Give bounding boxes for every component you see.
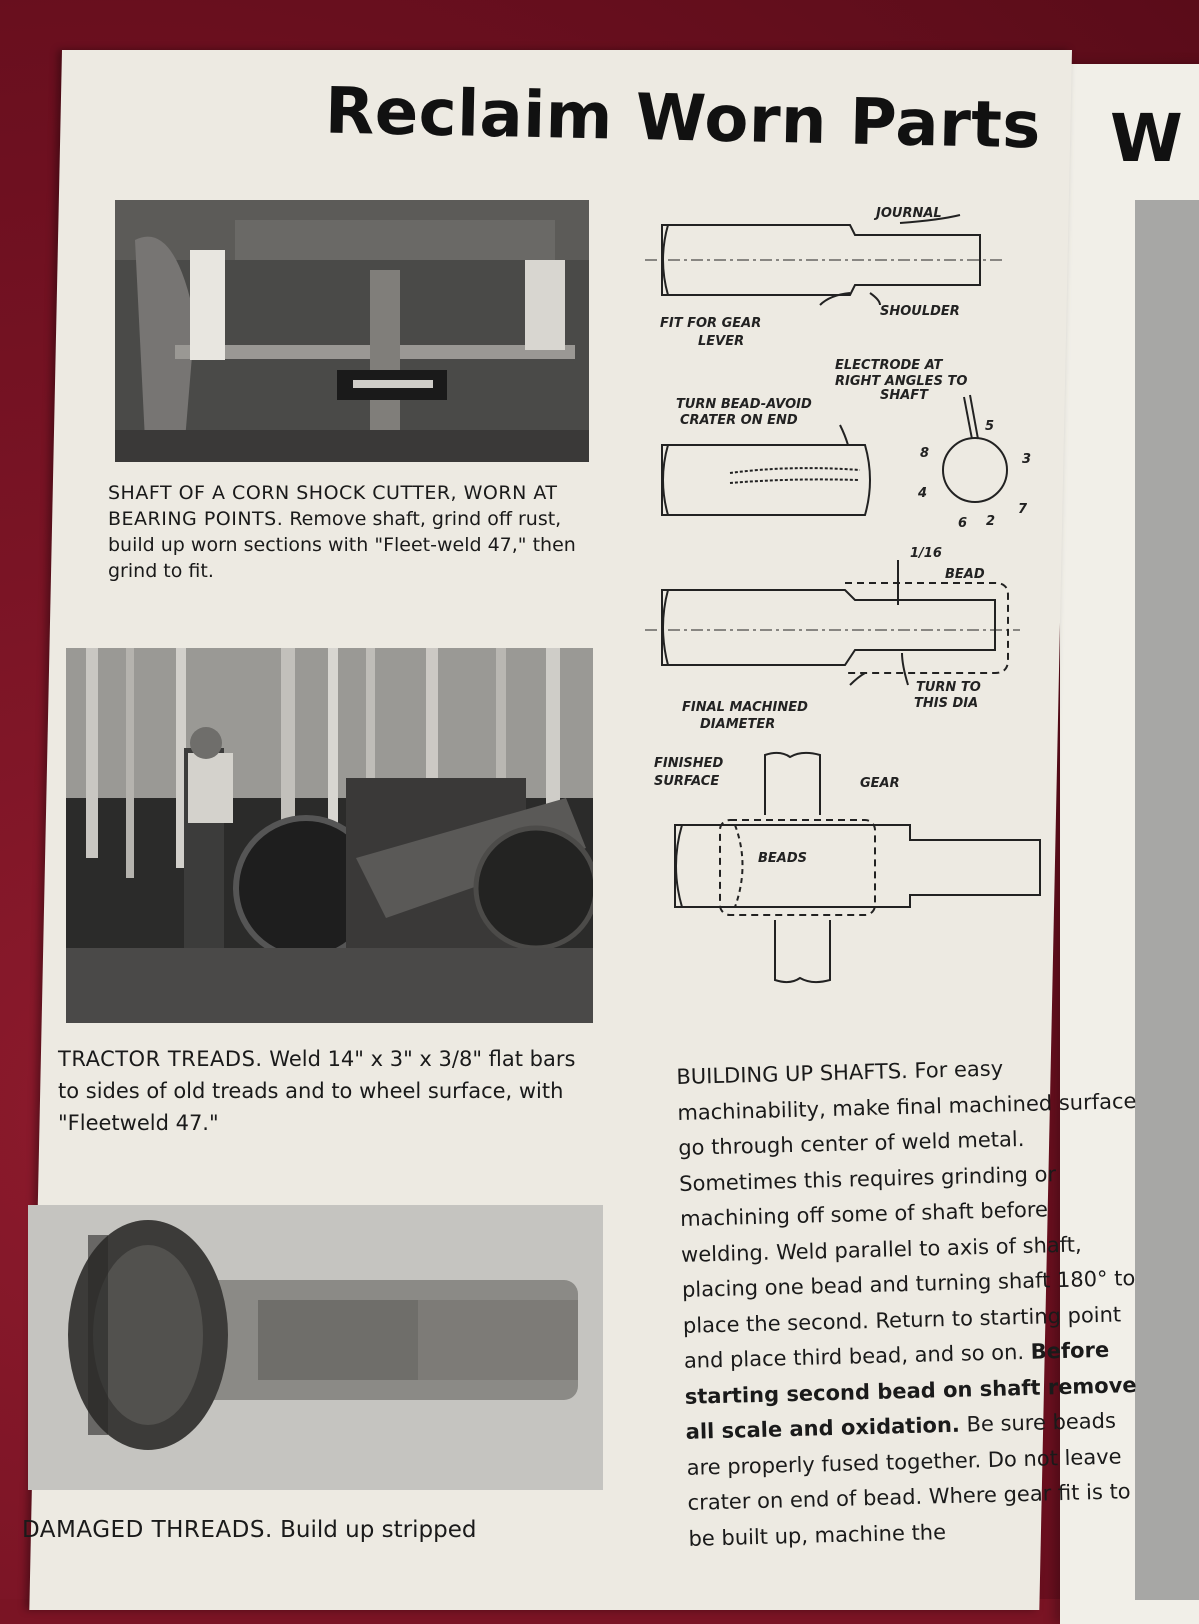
threads-caption <box>22 1517 612 1543</box>
threads-photo <box>28 1205 603 1490</box>
tractor-caption-text: Weld 14" x 3" x 3/8" flat bars to sides of old treads and to wheel surface, with "Fleetweld 47." <box>58 1047 576 1135</box>
gear-lower <box>775 920 830 982</box>
label-final-2: DIAMETER <box>700 717 776 732</box>
tractor-caption <box>58 1043 593 1139</box>
label-n4: 4 <box>918 486 928 501</box>
label-gear: GEAR <box>860 776 900 791</box>
gear-upper <box>765 753 820 815</box>
body-text <box>676 1048 1149 1557</box>
label-turn-bead-2: CRATER ON END <box>680 413 798 428</box>
body-text-2: Be sure beads are properly fused together. Do not leave crater on end of bead. Where gear fit is to be built up, machine the <box>686 1408 1131 1551</box>
tractor-photo <box>66 648 593 1023</box>
label-beads: BEADS <box>758 851 808 866</box>
shaft-photo <box>115 200 589 462</box>
label-n7: 7 <box>1018 502 1028 517</box>
label-turn-to-1: TURN TO <box>916 680 981 695</box>
shaft-caption-heading: SHAFT OF A CORN SHOCK CUTTER, WORN AT BEARING POINTS. <box>108 482 558 530</box>
next-page-title: W <box>1110 100 1183 177</box>
shaft-diagram <box>640 195 1060 1015</box>
tractor-caption-heading: TRACTOR TREADS. <box>58 1047 263 1071</box>
label-turn-to-2: THIS DIA <box>914 696 979 711</box>
label-bead: BEAD <box>945 567 985 582</box>
label-n6: 6 <box>958 516 968 531</box>
label-electrode-2: RIGHT ANGLES TO <box>835 374 968 389</box>
shaft-caption <box>108 480 588 584</box>
label-n8: 8 <box>920 446 930 461</box>
label-journal: JOURNAL <box>876 206 942 221</box>
page-title: Reclaim Worn Parts <box>324 74 1042 164</box>
shaft-3-body <box>662 590 995 665</box>
threads-caption-heading: DAMAGED THREADS. <box>22 1517 273 1543</box>
label-lever: LEVER <box>698 334 745 349</box>
label-shoulder: SHOULDER <box>880 304 960 319</box>
label-fit-for-gear: FIT FOR GEAR <box>660 316 762 331</box>
label-electrode-3: SHAFT <box>880 388 929 403</box>
shaft-cross-section <box>943 438 1007 502</box>
label-sixteenth: 1/16 <box>910 546 942 561</box>
label-finished-1: FINISHED <box>654 756 724 771</box>
shaft-caption-text: Remove shaft, grind off rust, build up worn sections with "Fleet-weld 47," then grind to fit. <box>108 508 576 582</box>
label-turn-bead-1: TURN BEAD-AVOID <box>676 397 812 412</box>
threads-caption-text: Build up stripped <box>280 1517 477 1543</box>
label-n3: 3 <box>1022 452 1032 467</box>
body-heading: BUILDING UP SHAFTS. <box>676 1058 909 1089</box>
label-electrode-1: ELECTRODE AT <box>835 358 943 373</box>
label-final-1: FINAL MACHINED <box>682 700 808 715</box>
body-text-1: For easy machinability, make final machined surface go through center of weld metal. Sometimes this requires grinding or machining off some of shaft before welding. Weld parallel to axis of shaft, placing one bead and turning shaft 180° to place the second. Return to starting point and place third bead, and so on. <box>677 1056 1137 1373</box>
shaft-4-body <box>675 825 1040 907</box>
label-n2: 2 <box>986 514 996 529</box>
label-finished-2: SURFACE <box>654 774 720 789</box>
label-n5: 5 <box>985 419 995 434</box>
body-bold: Before starting second bead on shaft remove all scale and oxidation. <box>684 1337 1137 1444</box>
